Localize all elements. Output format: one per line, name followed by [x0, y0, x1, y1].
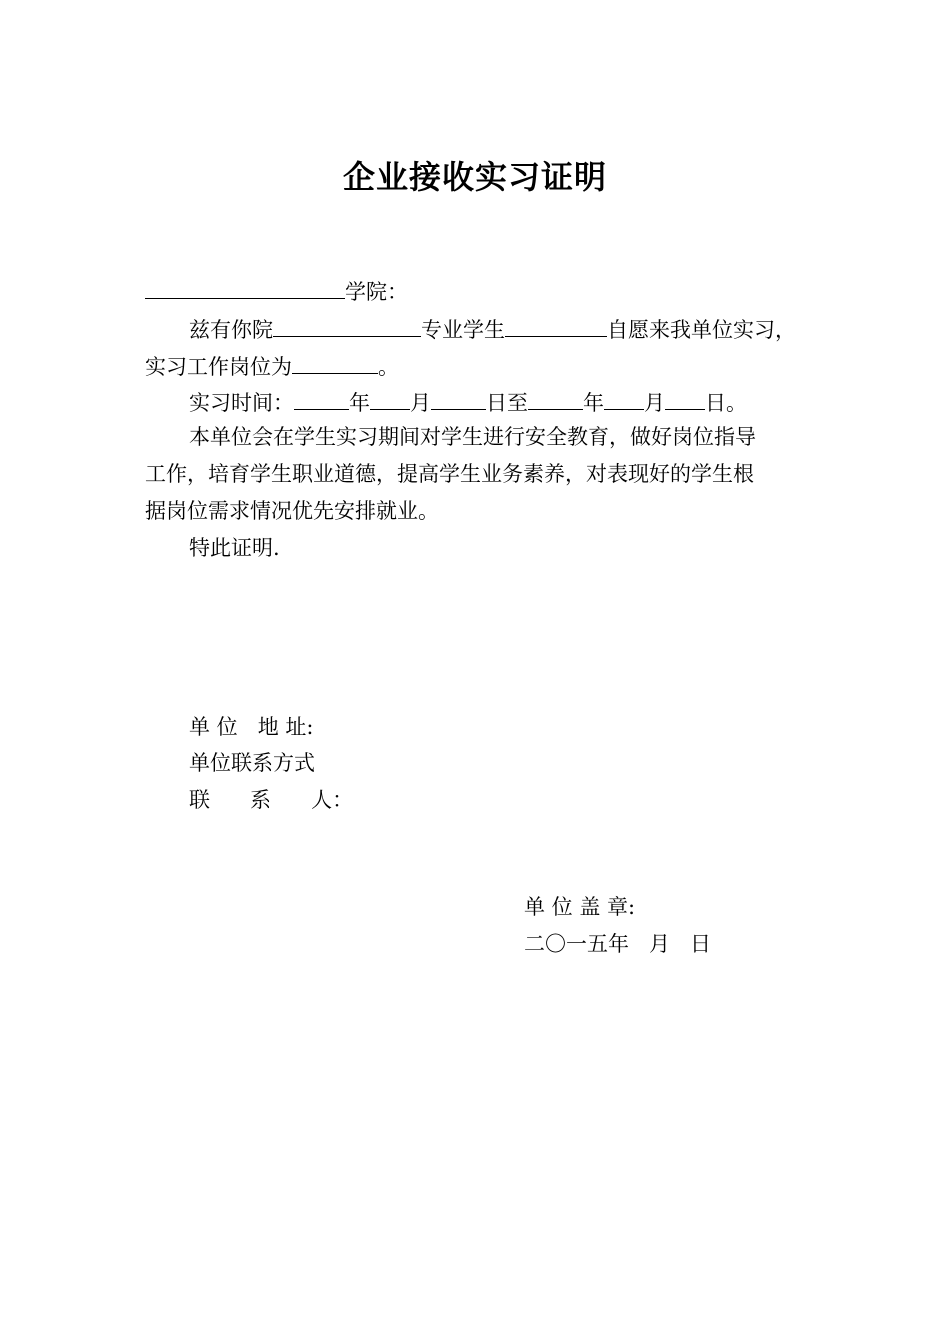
start-year-blank — [294, 387, 349, 410]
student-name-blank — [505, 314, 607, 337]
end-month-blank — [604, 387, 644, 410]
paragraph-1-line-2 — [145, 351, 399, 381]
unit-contact-method-label: 单位联系方式 — [189, 751, 315, 775]
college-suffix: 学院： — [345, 280, 408, 304]
start-month-label: 月 — [410, 391, 431, 415]
start-day-blank — [431, 387, 486, 410]
end-month-label: 月 — [644, 391, 665, 415]
p1-text-c: 自愿来我单位实习， — [607, 318, 796, 342]
start-day-label: 日至 — [486, 391, 528, 415]
contact-person-label: 联 系 人： — [189, 788, 354, 812]
p1-text-a: 兹有你院 — [189, 318, 273, 342]
college-line — [145, 276, 408, 306]
end-year-blank — [528, 387, 583, 410]
document-title: 企业接收实习证明 — [342, 158, 607, 196]
college-blank — [145, 276, 345, 299]
end-day-blank — [665, 387, 705, 410]
paragraph-3-line-3: 据岗位需求情况优先安排就业。 — [145, 499, 439, 523]
period-label: 实习时间： — [189, 391, 294, 415]
start-month-blank — [370, 387, 410, 410]
position-blank — [292, 351, 378, 374]
paragraph-1-line-1 — [189, 314, 796, 344]
p1-text-e: 。 — [378, 355, 399, 379]
paragraph-3-line-2: 工作，培育学生职业道德，提高学生业务素养，对表现好的学生根 — [145, 462, 754, 486]
unit-seal-label: 单 位 盖 章: — [524, 895, 636, 919]
end-year-label: 年 — [583, 391, 604, 415]
paragraph-3-line-1: 本单位会在学生实习期间对学生进行安全教育，做好岗位指导 — [189, 425, 756, 449]
certification-statement: 特此证明. — [189, 536, 280, 560]
start-year-label: 年 — [349, 391, 370, 415]
end-day-label: 日。 — [705, 391, 747, 415]
internship-period-line — [189, 387, 747, 417]
issue-date: 二〇一五年 月 日 — [524, 932, 712, 956]
p1-text-d: 实习工作岗位为 — [145, 355, 292, 379]
major-blank — [273, 314, 421, 337]
unit-address-label: 单 位 地 址: — [189, 715, 314, 739]
p1-text-b: 专业学生 — [421, 318, 505, 342]
